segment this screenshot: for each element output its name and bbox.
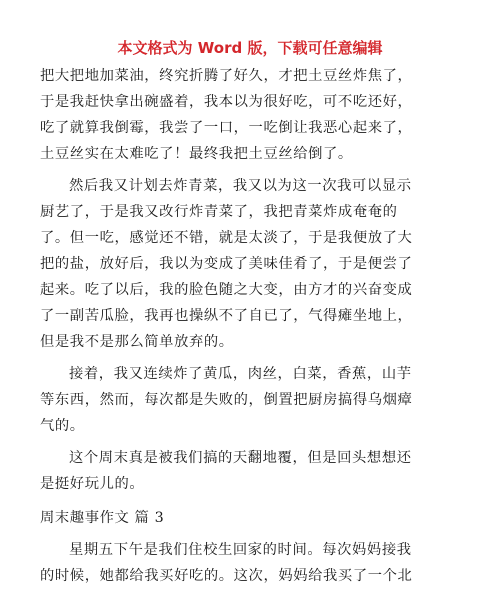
paragraph <box>40 537 460 589</box>
text-line: 是挺好玩儿的。 <box>40 476 145 492</box>
document-body <box>40 63 460 589</box>
text-line: 了。但一吃，感觉还不错，就是太淡了，于是我便放了大 <box>40 230 413 246</box>
text-line: 然后我又计划去炸青菜，我又以为这一次我可以显示 <box>69 178 412 194</box>
paragraph <box>40 63 460 167</box>
text-line: 起来。吃了以后，我的脸色随之大变，由方才的兴奋变成 <box>40 282 413 298</box>
document-banner: 本文格式为 Word 版，下载可任意编辑 <box>117 39 383 57</box>
paragraph <box>40 445 460 497</box>
document-page <box>0 33 500 598</box>
text-line: 了一副苦瓜脸，我再也操纵不了自已了，气得瘫坐地上， <box>40 308 413 324</box>
text-line: 但是我不是那么简单放弃的。 <box>40 334 234 350</box>
text-line: 的时候，她都给我买好吃的。这次，妈妈给我买了一个北 <box>40 568 413 584</box>
text-line: 厨艺了，于是我又改行炸青菜了，我把青菜炸成奄奄的 <box>40 204 398 220</box>
paragraph <box>40 173 460 355</box>
text-line: 土豆丝实在太难吃了！最终我把土豆丝给倒了。 <box>40 146 353 162</box>
text-line: 星期五下午是我们住校生回家的时间。每次妈妈接我 <box>69 542 412 558</box>
text-line: 于是我赶快拿出碗盛着，我本以为很好吃，可不吃还好， <box>40 94 413 110</box>
text-line: 气的。 <box>40 418 85 434</box>
text-line: 吃了就算我倒霉，我尝了一口，一吃倒让我恶心起来了， <box>40 120 413 136</box>
text-line: 接着，我又连续炸了黄瓜，肉丝，白菜，香蕉，山芋 <box>69 366 412 382</box>
text-line: 把的盐，放好后，我以为变成了美味佳肴了，于是便尝了 <box>40 256 413 272</box>
paragraph <box>40 361 460 439</box>
text-line: 把大把地加菜油，终究折腾了好久，才把土豆丝炸焦了， <box>40 68 413 84</box>
section-heading: 周末趣事作文 篇 3 <box>40 510 165 526</box>
text-line: 等东西，然而，每次都是失败的，倒置把厨房搞得乌烟瘴 <box>40 392 413 408</box>
text-line: 这个周末真是被我们搞的天翻地覆，但是回头想想还 <box>69 450 412 466</box>
